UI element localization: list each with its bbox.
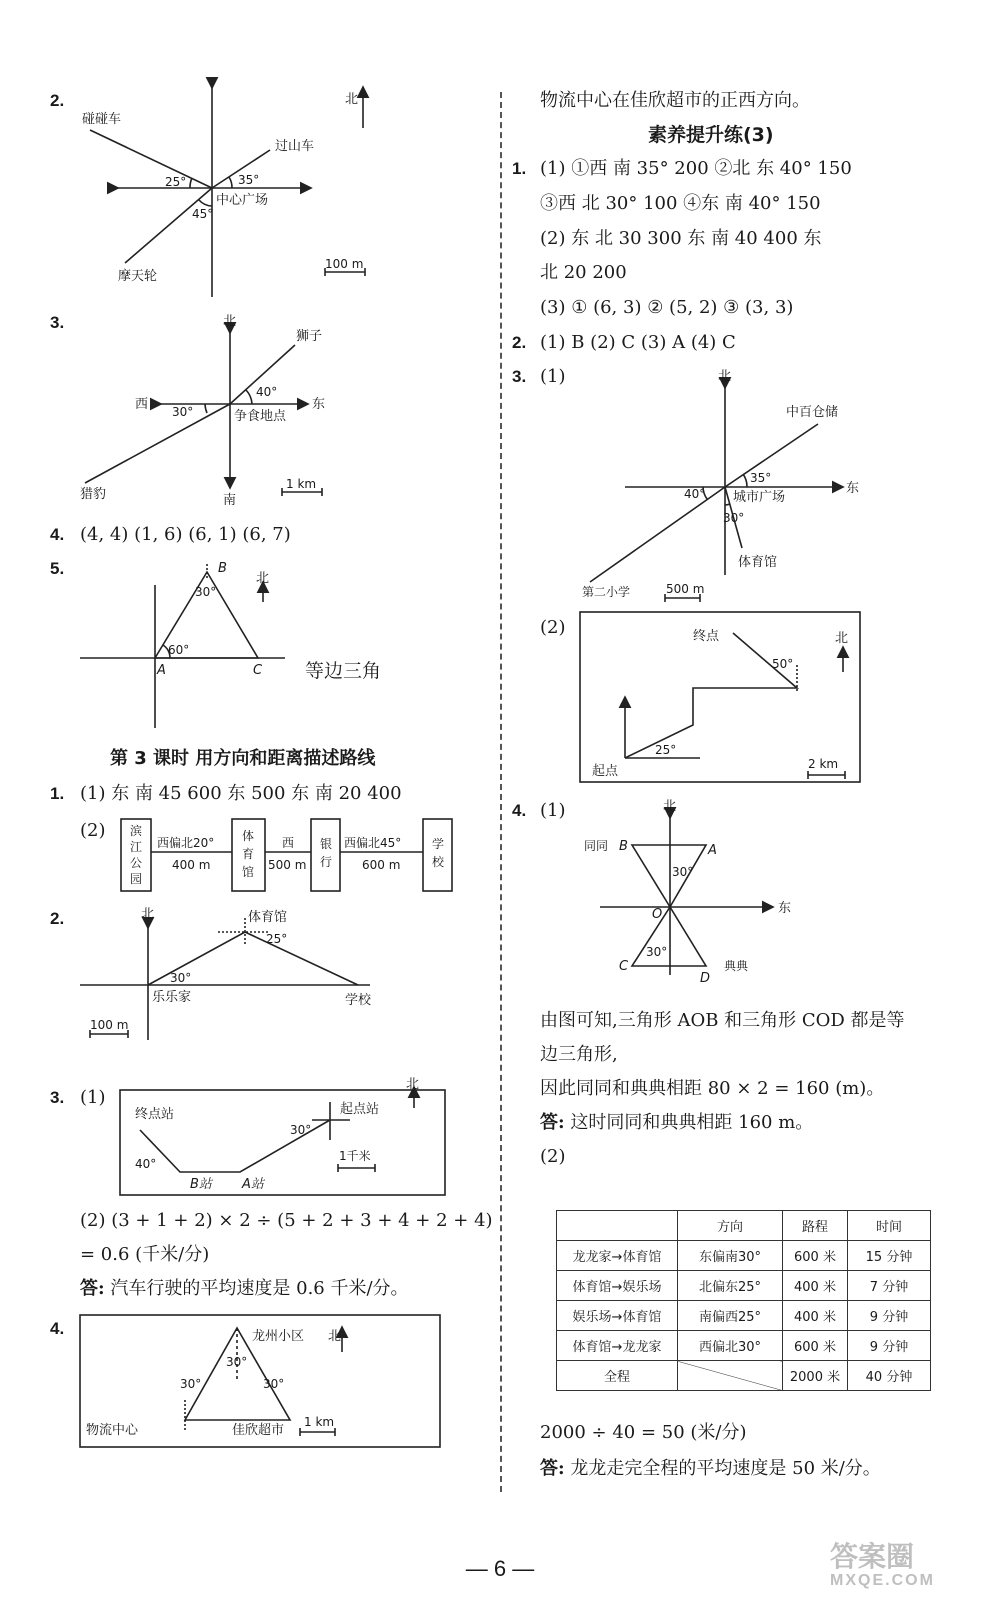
r3-diagram-1 bbox=[582, 369, 859, 602]
table-cell: 体育馆→龙龙家 bbox=[557, 1331, 678, 1361]
label-zhongbai-warehouse: 中百仓储 bbox=[786, 405, 839, 420]
q2-number: 2. bbox=[50, 91, 65, 110]
q3-diagram bbox=[80, 314, 325, 508]
q5-diagram bbox=[80, 561, 285, 728]
answer-text: 这时同同和典典相距 160 m。 bbox=[570, 1112, 814, 1133]
label-b-station: B站 bbox=[190, 1177, 212, 1192]
angle-label: 25° bbox=[266, 932, 288, 946]
r3-part2: (2) bbox=[540, 617, 566, 638]
s3-number: 3. bbox=[50, 1088, 65, 1107]
table-header: 时间 bbox=[848, 1211, 931, 1241]
east-label: 东 bbox=[846, 481, 860, 496]
north-label: 北 bbox=[256, 571, 270, 586]
route-distance: 500 m bbox=[268, 858, 307, 872]
north-label: 北 bbox=[328, 1329, 342, 1344]
label-a-station: A站 bbox=[242, 1177, 264, 1192]
table-cell: 2000 米 bbox=[783, 1361, 848, 1391]
label-start-station: 起点站 bbox=[340, 1102, 380, 1117]
r4-calc: 2000 ÷ 40 = 50 (米/分) bbox=[540, 1422, 747, 1443]
label-lele-home: 乐乐家 bbox=[152, 990, 192, 1005]
scale-label: 2 km bbox=[808, 757, 839, 771]
point-label: B bbox=[218, 561, 227, 576]
route-direction: 西偏北45° bbox=[344, 836, 402, 850]
angle-label: 35° bbox=[750, 471, 772, 485]
table-cell: 东偏南30° bbox=[678, 1241, 783, 1271]
north-label: 北 bbox=[718, 369, 732, 384]
table-cell: 600 米 bbox=[783, 1331, 848, 1361]
east-label: 东 bbox=[312, 397, 326, 412]
table-cell: 15 分钟 bbox=[848, 1241, 931, 1271]
right-top-line: 物流中心在佳欣超市的正西方向。 bbox=[540, 90, 810, 111]
table-cell: 龙龙家→体育馆 bbox=[557, 1241, 678, 1271]
route-stop-school: 学校 bbox=[432, 837, 445, 869]
angle-label: 30° bbox=[195, 585, 217, 599]
angle-label: 30° bbox=[226, 1355, 248, 1369]
q4-answer: (4, 4) (1, 6) (6, 1) (6, 7) bbox=[80, 524, 291, 545]
angle-label: 40° bbox=[135, 1157, 157, 1171]
table-cell: 西偏北30° bbox=[678, 1331, 783, 1361]
q4-number: 4. bbox=[50, 525, 65, 544]
s1-number: 1. bbox=[50, 784, 65, 803]
north-label: 北 bbox=[663, 799, 677, 814]
watermark-url: MXQE.COM bbox=[830, 1572, 935, 1589]
table-cell: 9 分钟 bbox=[848, 1301, 931, 1331]
label-stadium: 体育馆 bbox=[738, 555, 778, 570]
r1-line-4: 北 20 200 bbox=[540, 262, 627, 283]
s3-diagram bbox=[120, 1077, 445, 1195]
s2-number: 2. bbox=[50, 909, 65, 928]
route-diagram bbox=[121, 819, 452, 891]
label-jiaxin-market: 佳欣超市 bbox=[232, 1423, 285, 1438]
route-stop-stadium: 体育馆 bbox=[242, 829, 255, 879]
west-label: 西 bbox=[135, 397, 149, 412]
table-cell: 400 米 bbox=[783, 1271, 848, 1301]
angle-label: 25° bbox=[165, 175, 187, 189]
r3-number: 3. bbox=[512, 367, 527, 386]
table-cell: 体育馆→娱乐场 bbox=[557, 1271, 678, 1301]
scale-label: 1 km bbox=[304, 1415, 335, 1429]
angle-label: 60° bbox=[168, 643, 190, 657]
table-cell: 全程 bbox=[557, 1361, 678, 1391]
table-cell: 40 分钟 bbox=[848, 1361, 931, 1391]
angle-label: 30° bbox=[290, 1123, 312, 1137]
table-cell: 娱乐场→体育馆 bbox=[557, 1301, 678, 1331]
scale-label: 100 m bbox=[90, 1018, 129, 1032]
r4-part2: (2) bbox=[540, 1146, 566, 1167]
r4-diagram bbox=[584, 799, 791, 986]
east-label: 东 bbox=[778, 901, 792, 916]
watermark-title: 答案圈 bbox=[830, 1541, 915, 1572]
answer-label: 答: bbox=[540, 1112, 565, 1133]
table-cell: 北偏东25° bbox=[678, 1271, 783, 1301]
label-second-primary-school: 第二小学 bbox=[582, 585, 631, 599]
s4-diagram bbox=[80, 1315, 440, 1447]
r4-text-2: 边三角形, bbox=[540, 1044, 618, 1065]
point-label: B bbox=[619, 839, 628, 854]
label-school: 学校 bbox=[345, 993, 372, 1008]
table-cell: 400 米 bbox=[783, 1301, 848, 1331]
answer-label: 答: bbox=[80, 1278, 105, 1299]
label-tongtong: 同同 bbox=[584, 839, 609, 853]
label-center-square: 中心广场 bbox=[216, 193, 269, 208]
r1-number: 1. bbox=[512, 159, 527, 178]
route-stop-bank: 银行 bbox=[320, 837, 333, 869]
route-direction: 西偏北20° bbox=[157, 836, 215, 850]
r3-diagram-2 bbox=[580, 612, 860, 782]
scale-label: 1 km bbox=[286, 477, 317, 491]
table-header: 路程 bbox=[783, 1211, 848, 1241]
scale-label: 500 m bbox=[666, 582, 705, 596]
page-number: — 6 — bbox=[465, 1556, 535, 1581]
s3-part1: (1) bbox=[80, 1087, 106, 1108]
answer-text: 龙龙走完全程的平均速度是 50 米/分。 bbox=[570, 1458, 881, 1479]
section-title-lesson3: 第 3 课时 用方向和距离描述路线 bbox=[110, 748, 376, 769]
q2-diagram bbox=[82, 85, 365, 297]
point-label: A bbox=[157, 663, 166, 678]
q3-number: 3. bbox=[50, 313, 65, 332]
south-label: 南 bbox=[223, 493, 237, 508]
r1-line-2: ③西 北 30° 100 ④东 南 40° 150 bbox=[540, 193, 821, 214]
r1-line-1: (1) ①西 南 35° 200 ②北 东 40° 150 bbox=[540, 158, 852, 179]
r4-text-1: 由图可知,三角形 AOB 和三角形 COD 都是等 bbox=[540, 1010, 905, 1031]
s3-calc-2: = 0.6 (千米/分) bbox=[80, 1244, 210, 1265]
point-label: C bbox=[253, 663, 263, 678]
route-direction: 西 bbox=[282, 836, 295, 850]
label-bumper-car: 碰碰车 bbox=[82, 112, 122, 127]
angle-label: 30° bbox=[180, 1377, 202, 1391]
angle-label: 40° bbox=[256, 385, 278, 399]
answer-text: 汽车行驶的平均速度是 0.6 千米/分。 bbox=[110, 1278, 409, 1299]
label-city-square: 城市广场 bbox=[733, 490, 786, 505]
label-start-point: 起点 bbox=[592, 764, 619, 779]
angle-label: 35° bbox=[238, 173, 260, 187]
point-label: C bbox=[619, 959, 629, 974]
r2-number: 2. bbox=[512, 333, 527, 352]
scale-label: 1千米 bbox=[339, 1149, 371, 1163]
angle-label: 50° bbox=[772, 657, 794, 671]
route-stop-park: 滨江公园 bbox=[130, 824, 143, 886]
north-label: 北 bbox=[406, 1077, 420, 1092]
angle-label: 30° bbox=[723, 511, 745, 525]
label-logistics-center: 物流中心 bbox=[86, 1423, 139, 1438]
angle-label: 25° bbox=[655, 743, 677, 757]
point-label: D bbox=[700, 971, 711, 986]
label-terminal: 终点站 bbox=[135, 1107, 175, 1122]
label-ferris-wheel: 摩天轮 bbox=[118, 269, 158, 284]
angle-label: 30° bbox=[263, 1377, 285, 1391]
angle-label: 40° bbox=[684, 487, 706, 501]
table-header: 方向 bbox=[678, 1211, 783, 1241]
label-diandian: 典典 bbox=[724, 959, 749, 973]
north-label: 北 bbox=[223, 314, 237, 329]
r1-line-5: (3) ① (6, 3) ② (5, 2) ③ (3, 3) bbox=[540, 297, 794, 318]
s1-answer-1: (1) 东 南 45 600 东 500 东 南 20 400 bbox=[80, 783, 402, 804]
r4-text-3: 因此同同和典典相距 80 × 2 = 160 (m)。 bbox=[540, 1078, 885, 1099]
s3-calc-1: (2) (3 + 1 + 2) × 2 ÷ (5 + 2 + 3 + 4 + 2 + 4) bbox=[80, 1210, 493, 1231]
north-label: 北 bbox=[141, 907, 155, 922]
label-stadium: 体育馆 bbox=[248, 910, 288, 925]
r2-answer: (1) B (2) C (3) A (4) C bbox=[540, 332, 736, 353]
point-label: A bbox=[708, 843, 717, 858]
r3-part1: (1) bbox=[540, 366, 566, 387]
answer-label: 答: bbox=[540, 1458, 565, 1479]
s2-diagram bbox=[80, 907, 372, 1040]
q5-answer: 等边三角 bbox=[305, 660, 382, 682]
angle-label: 30° bbox=[672, 865, 694, 879]
table-cell: 9 分钟 bbox=[848, 1331, 931, 1361]
q5-number: 5. bbox=[50, 559, 65, 578]
table-cell: 600 米 bbox=[783, 1241, 848, 1271]
s1-answer-2: (2) bbox=[80, 820, 106, 841]
label-longzhou-community: 龙州小区 bbox=[252, 1329, 305, 1344]
angle-label: 30° bbox=[170, 971, 192, 985]
scale-label: 100 m bbox=[325, 257, 364, 271]
r4-part1: (1) bbox=[540, 800, 566, 821]
table-cell: 7 分钟 bbox=[848, 1271, 931, 1301]
s4-number: 4. bbox=[50, 1319, 65, 1338]
north-label: 北 bbox=[345, 92, 359, 107]
label-roller-coaster: 过山车 bbox=[275, 139, 315, 154]
angle-label: 30° bbox=[172, 405, 194, 419]
point-label: O bbox=[652, 907, 663, 922]
label-end-point: 终点 bbox=[693, 629, 720, 644]
label-contest-point: 争食地点 bbox=[234, 409, 287, 424]
table-cell: 南偏西25° bbox=[678, 1301, 783, 1331]
label-lion: 狮子 bbox=[296, 329, 323, 344]
section-title-practice3: 素养提升练(3) bbox=[648, 124, 774, 146]
angle-label: 30° bbox=[646, 945, 668, 959]
r1-line-3: (2) 东 北 30 300 东 南 40 400 东 bbox=[540, 228, 822, 249]
route-distance: 400 m bbox=[172, 858, 211, 872]
angle-label: 45° bbox=[192, 207, 214, 221]
label-cheetah: 猎豹 bbox=[80, 487, 107, 502]
r4-number: 4. bbox=[512, 801, 527, 820]
route-distance: 600 m bbox=[362, 858, 401, 872]
north-label: 北 bbox=[835, 631, 849, 646]
